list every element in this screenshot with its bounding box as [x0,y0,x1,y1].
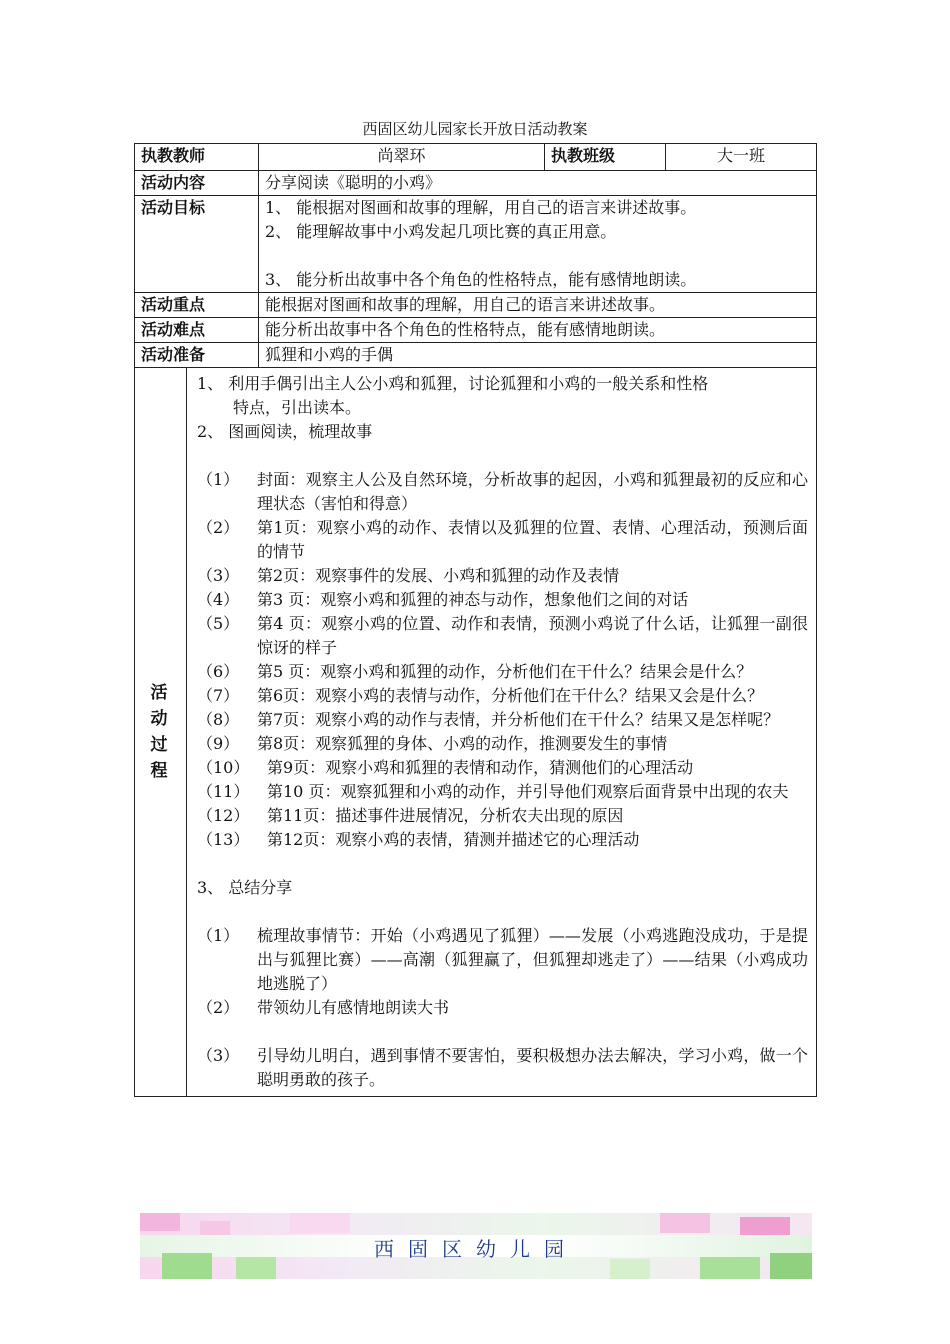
goals-list [259,196,817,293]
item-text: 第4 页：观察小鸡的位置、动作和表情，预测小鸡说了什么话，让狐狸一副很惊讶的样子 [257,614,808,657]
item-text: 第9页：观察小鸡和狐狸的表情和动作，猜测他们的心理活动 [267,758,694,777]
teacher-label: 执教教师 [135,144,259,171]
list-item [197,660,808,684]
process-row [135,368,817,1097]
teacher-value: 尚翠环 [259,144,545,171]
list-item [197,732,808,756]
list-item [197,804,808,828]
goal-gap [265,244,810,268]
step-1-cont: 特点，引出读本。 [233,398,362,417]
goals-label: 活动目标 [135,196,259,293]
item-text: 第8页：观察狐狸的身体、小鸡的动作，推测要发生的事情 [257,734,668,753]
item-text: 封面：观察主人公及自然环境，分析故事的起因，小鸡和狐狸最初的反应和心理状态（害怕和得意） [257,470,808,513]
item-number: （2） [197,518,240,537]
list-item [197,588,808,612]
list-item [197,516,808,564]
item-number: （3） [197,1046,240,1065]
difficulty-value: 能分析出故事中各个角色的性格特点，能有感情地朗读。 [259,318,817,343]
process-content [187,368,816,1096]
goals-row [135,196,817,293]
item-number: （4） [197,590,240,609]
step-3: 3、 总结分享 [197,878,293,897]
focus-row [135,293,817,318]
footer-banner-text: 西固区幼儿园 [374,1237,578,1261]
list-item [197,684,808,708]
content-row [135,171,817,196]
preparation-value: 狐狸和小鸡的手偶 [259,343,817,368]
step-1: 1、 利用手偶引出主人公小鸡和狐狸，讨论狐狸和小鸡的一般关系和性格 [197,374,709,393]
item-number: （7） [197,686,240,705]
process-label-char: 活 [150,683,168,703]
list-item [197,708,808,732]
item-number: （9） [197,734,240,753]
process-label [135,368,187,1096]
list-item [197,828,808,852]
item-number: （13） [197,830,250,849]
item-number: （10） [197,758,250,777]
preparation-label: 活动准备 [135,343,259,368]
item-text: 第1页：观察小鸡的动作、表情以及狐狸的位置、表情、心理活动，预测后面的情节 [257,518,808,561]
item-number: （11） [197,782,250,801]
item-text: 第12页：观察小鸡的表情，猜测并描述它的心理活动 [267,830,640,849]
process-label-char: 动 [150,709,168,729]
footer-banner [140,1213,812,1279]
class-label: 执教班级 [545,144,666,171]
item-number: （8） [197,710,240,729]
focus-value: 能根据对图画和故事的理解，用自己的语言来讲述故事。 [259,293,817,318]
item-text: 第5 页：观察小鸡和狐狸的动作，分析他们在干什么？结果会是什么？ [257,662,753,681]
step-2: 2、 图画阅读，梳理故事 [197,422,373,441]
item-text: 引导幼儿明白，遇到事情不要害怕，要积极想办法去解决，学习小鸡，做一个聪明勇敢的孩子。 [257,1046,808,1089]
process-label-char: 过 [150,735,168,755]
summary-steps-list [197,924,808,1092]
list-item [197,564,808,588]
item-text: 第6页：观察小鸡的表情与动作，分析他们在干什么？结果又会是什么？ [257,686,764,705]
goal-item: 2、 能理解故事中小鸡发起几项比赛的真正用意。 [265,222,617,241]
preparation-row [135,343,817,368]
teacher-row [135,144,817,171]
reading-steps-list [197,468,808,852]
list-item [197,1044,808,1092]
item-number: （2） [197,998,240,1017]
content-value: 分享阅读《聪明的小鸡》 [259,171,817,196]
item-number: （3） [197,566,240,585]
goal-item: 1、 能根据对图画和故事的理解，用自己的语言来讲述故事。 [265,198,697,217]
class-value: 大一班 [666,144,817,171]
list-item [197,924,808,996]
list-item [197,612,808,660]
item-text: 梳理故事情节：开始（小鸡遇见了狐狸）——发展（小鸡逃跑没成功，于是提出与狐狸比赛）——高潮（狐狸赢了，但狐狸却逃走了）——结果（小鸡成功地逃脱了） [257,926,808,993]
difficulty-row [135,318,817,343]
document-title: 西固区幼儿园家长开放日活动教案 [362,120,588,138]
list-item [197,996,808,1020]
list-item [197,780,808,804]
item-number: （1） [197,926,240,945]
content-label: 活动内容 [135,171,259,196]
difficulty-label: 活动难点 [135,318,259,343]
focus-label: 活动重点 [135,293,259,318]
item-text: 带领幼儿有感情地朗读大书 [257,998,450,1017]
list-item [197,756,808,780]
item-number: （1） [197,470,240,489]
item-number: （12） [197,806,250,825]
item-number: （6） [197,662,240,681]
item-number: （5） [197,614,240,633]
item-text: 第10 页：观察狐狸和小鸡的动作，并引导他们观察后面背景中出现的农夫 [267,782,789,801]
item-text: 第11页：描述事件进展情况，分析农夫出现的原因 [267,806,624,825]
item-text: 第7页：观察小鸡的动作与表情，并分析他们在干什么？结果又是怎样呢？ [257,710,780,729]
item-text: 第3 页：观察小鸡和狐狸的神态与动作，想象他们之间的对话 [257,590,689,609]
goal-item: 3、 能分析出故事中各个角色的性格特点，能有感情地朗读。 [265,270,697,289]
list-item [197,468,808,516]
lesson-plan-table [134,143,817,1097]
process-label-char: 程 [150,761,168,781]
item-text: 第2页：观察事件的发展、小鸡和狐狸的动作及表情 [257,566,620,585]
